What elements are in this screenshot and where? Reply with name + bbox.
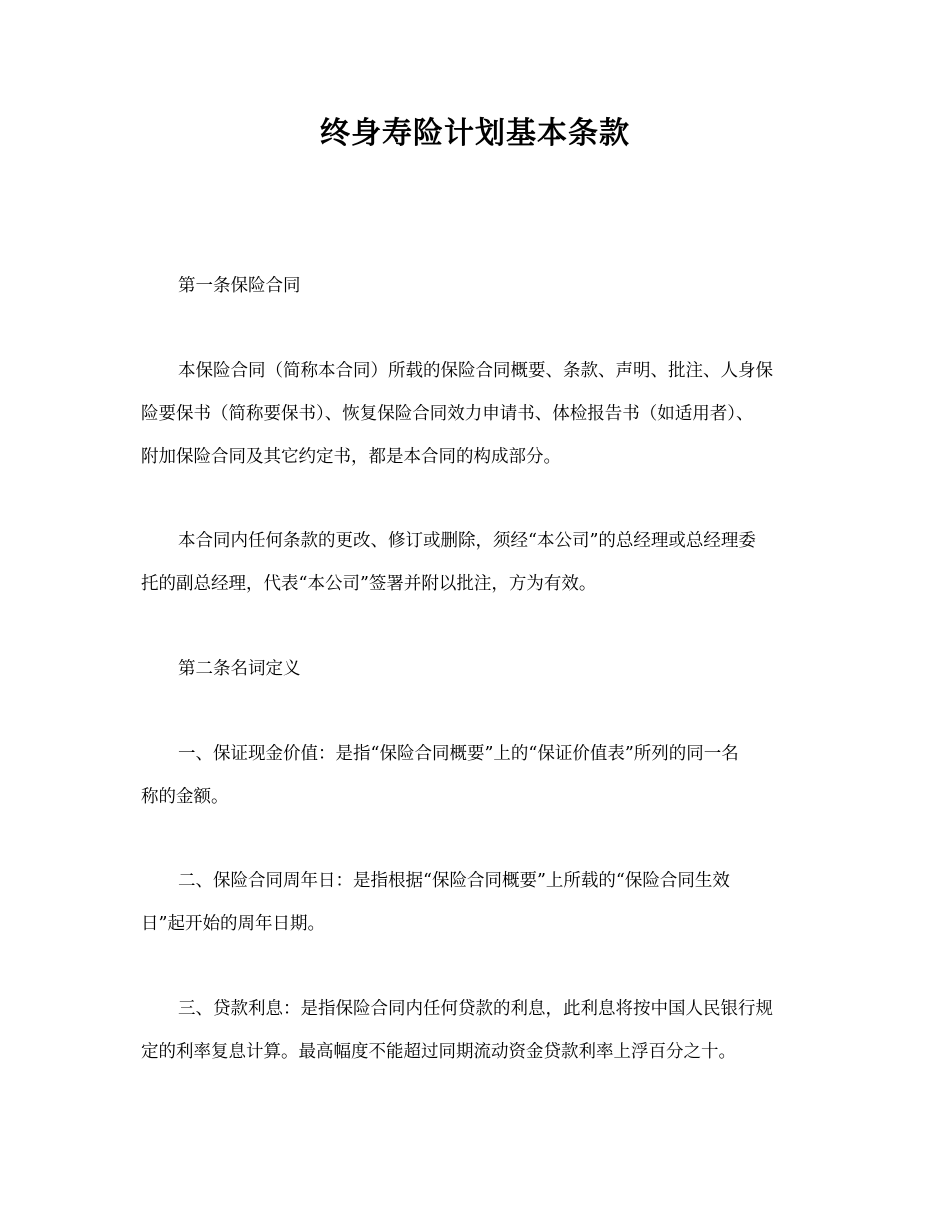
paragraph — [141, 520, 813, 606]
paragraph — [141, 350, 813, 479]
paragraph-line: 三、贷款利息：是指保险合同内任何贷款的利息，此利息将按中国人民银行规 — [178, 999, 773, 1019]
paragraph — [141, 988, 813, 1074]
paragraph-line: 险要保书（简称要保书）、恢复保险合同效力申请书、体检报告书（如适用者）、 — [141, 404, 754, 424]
paragraph-line: 定的利率复息计算。最高幅度不能超过同期流动资金贷款利率上浮百分之十。 — [141, 1042, 736, 1062]
section-heading-text: 第一条保险合同 — [178, 276, 301, 296]
document-title: 终身寿险计划基本条款 — [320, 116, 630, 151]
paragraph-line: 一、保证现金价值：是指“保险合同概要”上的“保证价值表”所列的同一名 — [178, 744, 739, 764]
paragraph — [141, 860, 813, 946]
paragraph-line: 二、保险合同周年日：是指根据“保险合同概要”上所载的“保险合同生效 — [178, 871, 730, 891]
paragraph-line: 托的副总经理，代表“本公司”签署并附以批注，方为有效。 — [141, 574, 597, 594]
paragraph-line: 本合同内任何条款的更改、修订或删除，须经“本公司”的总经理或总经理委 — [178, 531, 756, 551]
paragraph-line: 本保险合同（简称本合同）所载的保险合同概要、条款、声明、批注、人身保 — [178, 361, 773, 381]
section-heading-text: 第二条名词定义 — [178, 659, 301, 679]
paragraph-line: 日”起开始的周年日期。 — [141, 914, 325, 934]
paragraph — [141, 733, 813, 819]
paragraph-line: 称的金额。 — [141, 787, 229, 807]
section-heading — [141, 648, 813, 691]
section-heading — [141, 265, 813, 308]
paragraph-line: 附加保险合同及其它约定书，都是本合同的构成部分。 — [141, 447, 561, 467]
